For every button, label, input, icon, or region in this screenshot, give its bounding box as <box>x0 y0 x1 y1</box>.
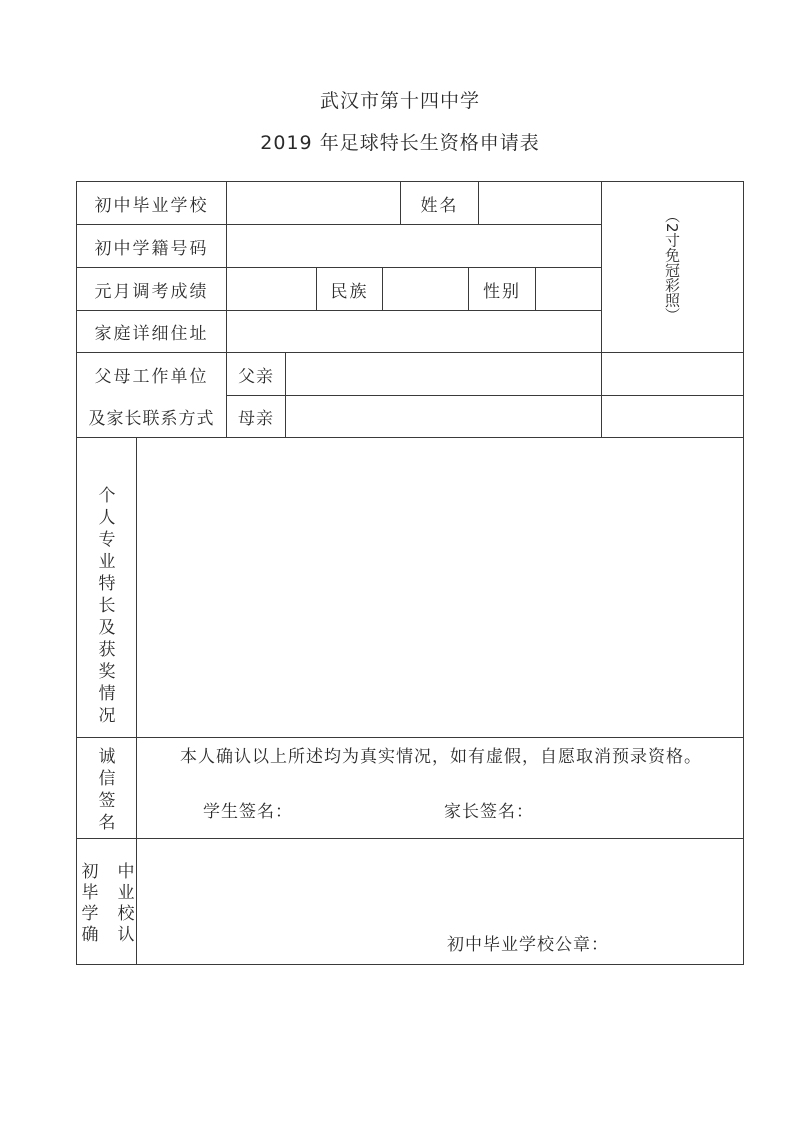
name-field[interactable] <box>479 182 601 224</box>
father-label: 父亲 <box>238 366 274 387</box>
gender-field[interactable] <box>536 268 601 310</box>
school-confirm-label-col1: 初 毕 学 确 <box>81 862 99 945</box>
student-id-label: 初中学籍号码 <box>94 238 209 259</box>
parent-signature-field[interactable] <box>530 790 680 820</box>
father-contact-field[interactable] <box>602 353 743 395</box>
ethnicity-field[interactable] <box>383 268 468 310</box>
school-seal-label: 初中毕业学校公章： <box>447 935 609 955</box>
graduation-school-field[interactable] <box>227 182 400 224</box>
home-address-label: 家庭详细住址 <box>94 324 209 344</box>
parent-signature-label: 家长签名： <box>444 802 534 822</box>
name-label: 姓名 <box>420 195 459 216</box>
school-confirm-field[interactable] <box>137 839 743 964</box>
father-info-field[interactable] <box>286 353 601 395</box>
form-title: 2019 年足球特长生资格申请表 <box>260 132 540 154</box>
parents-work-label-line1: 父母工作单位 <box>94 366 209 387</box>
mother-contact-field[interactable] <box>602 396 743 437</box>
graduation-school-label: 初中毕业学校 <box>94 195 209 216</box>
specialty-field[interactable] <box>137 438 743 737</box>
home-address-field[interactable] <box>227 311 601 352</box>
ethnicity-label: 民族 <box>330 281 369 302</box>
january-exam-label: 元月调考成绩 <box>94 281 209 302</box>
integrity-label: 诚 信 签 名 <box>98 747 116 833</box>
student-id-field[interactable] <box>227 225 601 267</box>
mother-info-field[interactable] <box>286 396 601 437</box>
specialty-label: 个 人 专 业 特 长 及 获 奖 情 况 <box>98 486 116 726</box>
school-confirm-label-col2: 中 业 校 认 <box>117 862 135 945</box>
gender-label: 性别 <box>483 281 521 302</box>
january-exam-field[interactable] <box>227 268 316 310</box>
photo-label: （2寸免冠彩照） <box>663 208 681 323</box>
student-signature-label: 学生签名： <box>203 802 293 822</box>
integrity-statement: 本人确认以上所述均为真实情况，如有虚假，自愿取消预录资格。 <box>180 747 702 767</box>
school-title: 武汉市第十四中学 <box>319 90 480 112</box>
student-signature-field[interactable] <box>290 790 410 820</box>
mother-label: 母亲 <box>238 409 274 429</box>
parents-work-label-line2: 及家长联系方式 <box>88 409 215 429</box>
